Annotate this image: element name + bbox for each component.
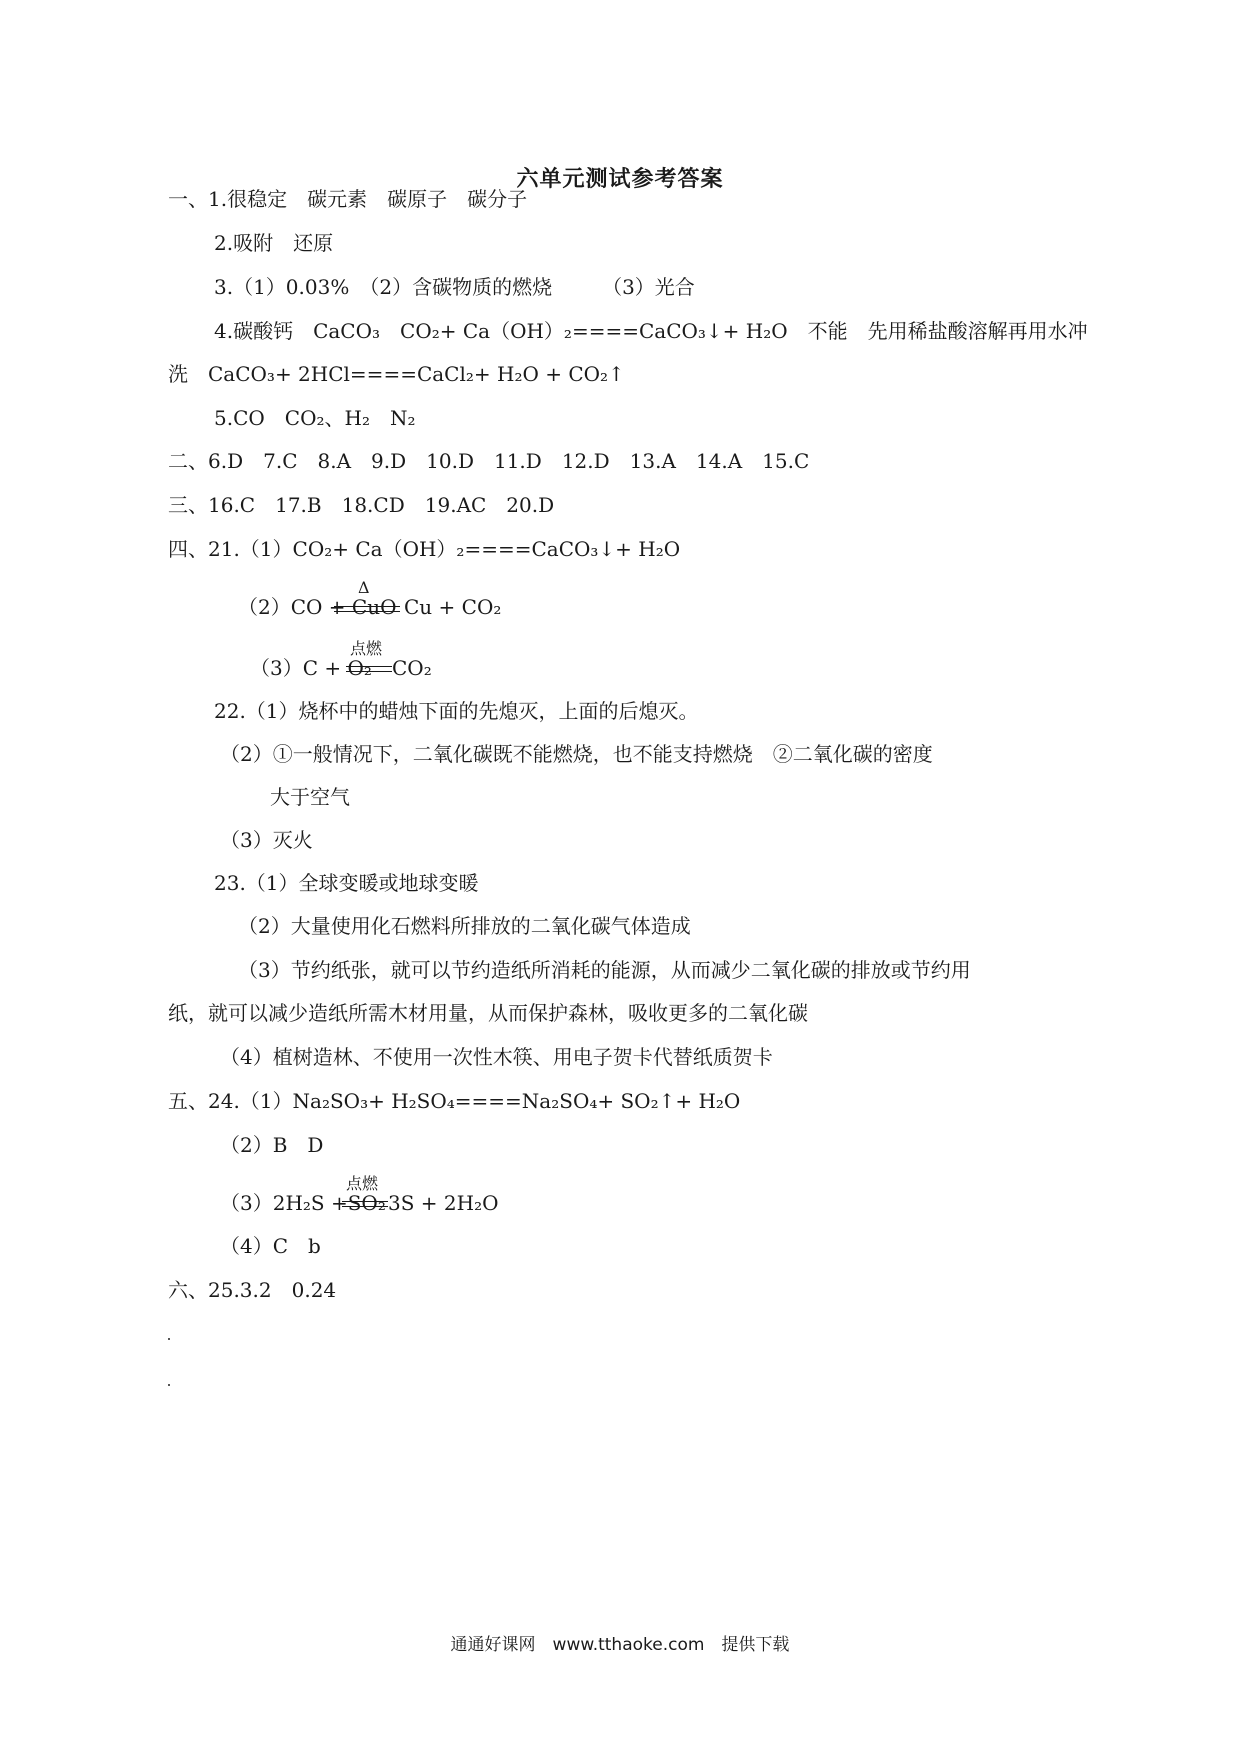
equation-bar-lower (334, 611, 400, 612)
answer-line-1: 一、1.很稳定 碳元素 碳原子 碳分子 (168, 187, 528, 211)
answer-line-2: 2.吸附 还原 (214, 231, 334, 255)
answer-line-6: 5.CO CO₂、H₂ N₂ (214, 406, 416, 430)
answer-line-21: 五、24.（1）Na₂SO₃+ H₂SO₄====Na₂SO₄+ SO₂↑+ H₂O (168, 1089, 741, 1113)
answer-line-24: （4）C b (220, 1234, 321, 1258)
page-title: 六单元测试参考答案 (516, 167, 724, 192)
page-footer: 通通好课网 www.tthaoke.com 提供下载 (450, 1635, 790, 1655)
answer-line-16: 23.（1）全球变暖或地球变暖 (214, 871, 479, 895)
scan-speck (168, 1338, 170, 1340)
answer-line-23-right: 3S + 2H₂O (388, 1191, 499, 1215)
answer-line-8: 三、16.C 17.B 18.CD 19.AC 20.D (168, 493, 555, 517)
answer-line-17: （2）大量使用化石燃料所排放的二氧化碳气体造成 (238, 914, 691, 938)
answer-line-5: 洗 CaCO₃+ 2HCl====CaCl₂+ H₂O + CO₂↑ (168, 362, 625, 386)
answer-line-4: 4.碳酸钙 CaCO₃ CO₂+ Ca（OH）₂====CaCO₃↓+ H₂O 不能 先用稀盐酸溶解再用水冲 (214, 319, 1088, 343)
answer-line-3: 3.（1）0.03% （2）含碳物质的燃烧 （3）光合 (214, 275, 695, 299)
answer-line-25: 六、25.3.2 0.24 (168, 1278, 337, 1302)
scan-speck (168, 1384, 170, 1386)
answer-line-10-left: （2）CO + CuO (238, 595, 397, 619)
answer-line-22: （2）B D (220, 1133, 324, 1157)
ignition-condition: 点燃 (346, 1174, 379, 1193)
answer-line-23-left: （3）2H₂S +SO₂ (220, 1191, 386, 1215)
answer-line-12: 22.（1）烧杯中的蜡烛下面的先熄灭，上面的后熄灭。 (214, 699, 699, 723)
equation-bar-upper (334, 606, 400, 607)
answer-line-13: （2）①一般情况下，二氧化碳既不能燃烧，也不能支持燃烧 ②二氧化碳的密度 (220, 742, 933, 766)
equation-bar-lower (342, 1206, 388, 1207)
answer-line-19: 纸，就可以减少造纸所需木材用量，从而保护森林，吸收更多的二氧化碳 (168, 1001, 808, 1025)
equation-bar-upper (346, 666, 392, 667)
answer-line-14: 大于空气 (270, 785, 350, 809)
equation-bar-lower (346, 671, 392, 672)
answer-line-18: （3）节约纸张，就可以节约造纸所消耗的能源，从而减少二氧化碳的排放或节约用 (238, 958, 971, 982)
answer-line-11-right: CO₂ (392, 656, 432, 680)
answer-line-9: 四、21.（1）CO₂+ Ca（OH）₂====CaCO₃↓+ H₂O (168, 537, 681, 561)
ignition-condition: 点燃 (350, 639, 383, 658)
heat-condition: Δ (358, 578, 370, 597)
answer-line-20: （4）植树造林、不使用一次性木筷、用电子贺卡代替纸质贺卡 (220, 1045, 773, 1069)
equation-bar-upper (342, 1201, 388, 1202)
answer-line-7: 二、6.D 7.C 8.A 9.D 10.D 11.D 12.D 13.A 14.A 15.C (168, 449, 810, 473)
answer-line-10-right: Cu + CO₂ (404, 595, 502, 619)
answer-line-11-left: （3）C + O₂ (250, 656, 372, 680)
answer-line-15: （3）灭火 (220, 828, 313, 852)
